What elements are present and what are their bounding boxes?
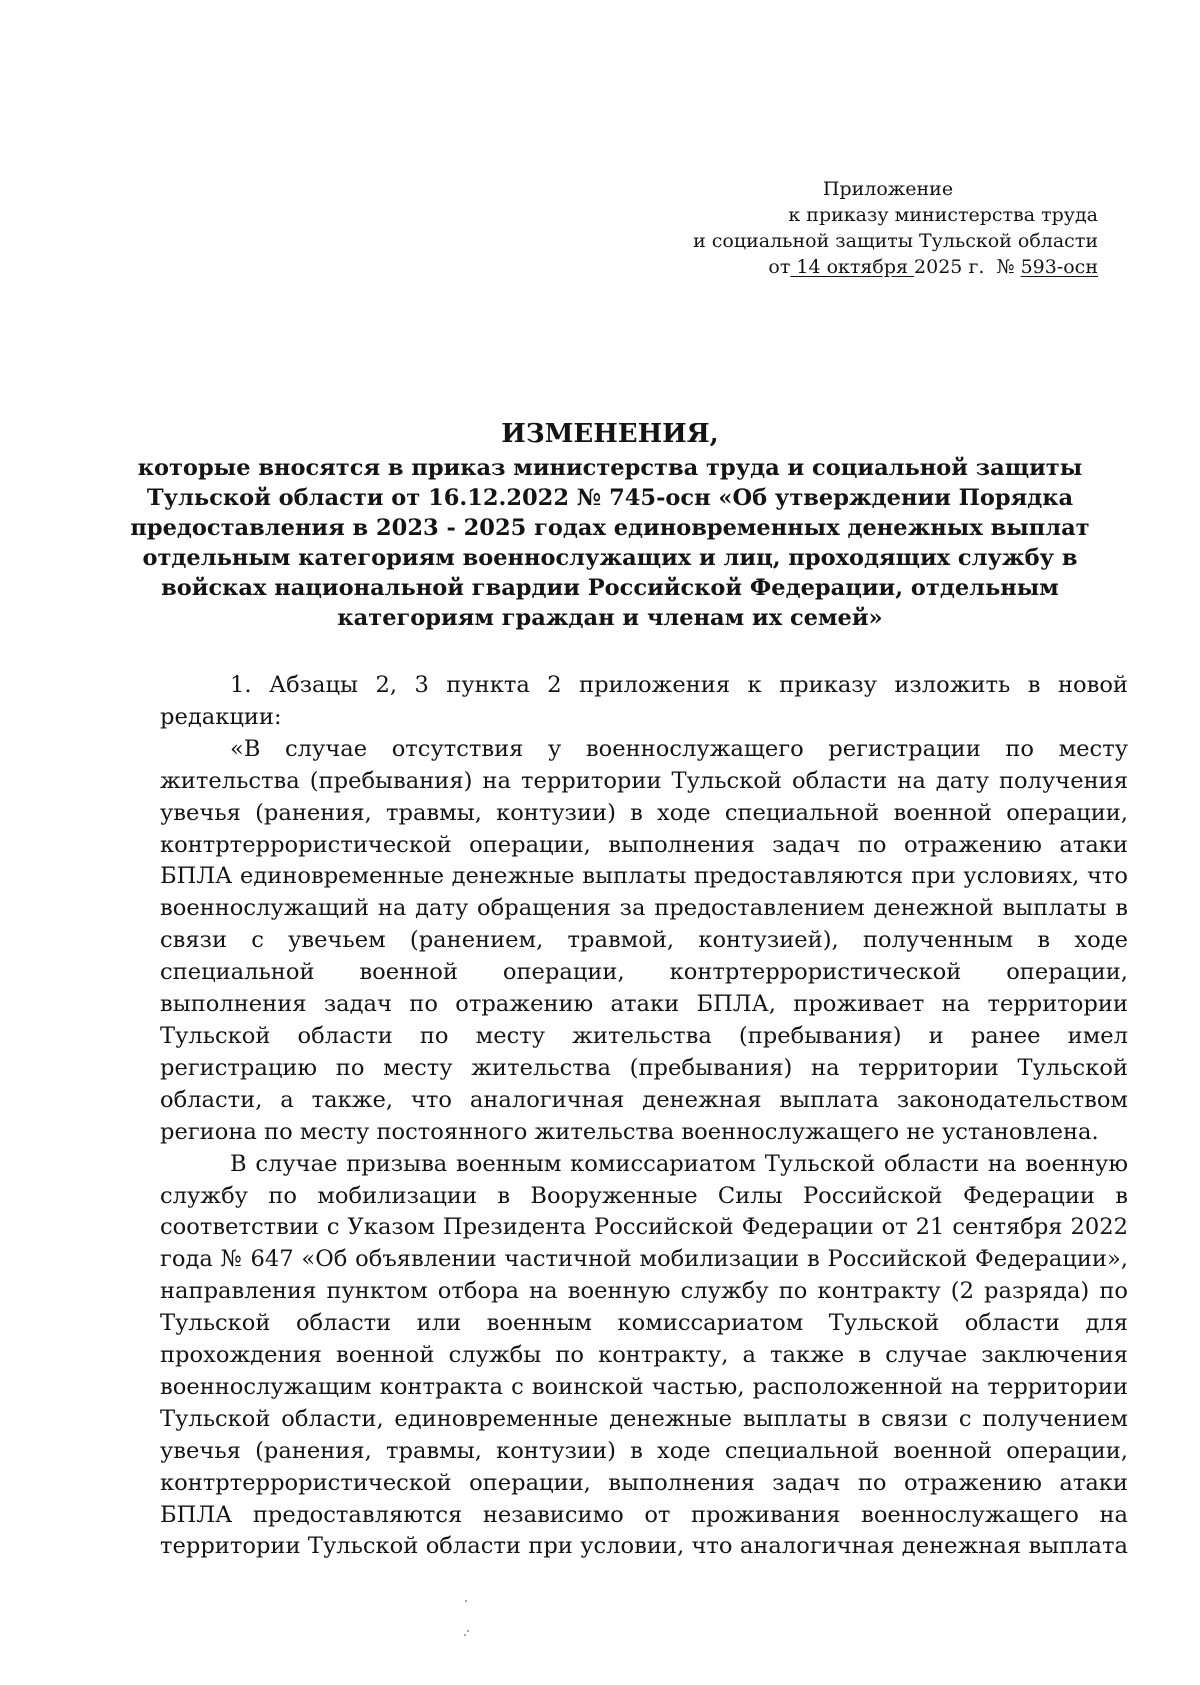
paragraph-1: 1. Абзацы 2, 3 пункта 2 приложения к приказу изложить в новой редакции: (160, 672, 1128, 730)
title-line: Тульской области от 16.12.2022 № 745-осн «Об утверждении Порядка (146, 485, 1074, 511)
annex-line-ministry: и социальной защиты Тульской области (693, 230, 1098, 252)
annex-number-sign: № (996, 256, 1015, 278)
annex-date-year: 2025 г. (914, 256, 985, 278)
annex-line-order: к приказу министерства труда (788, 204, 1098, 226)
document-body (160, 670, 1128, 1563)
annex-header (638, 176, 1098, 280)
title-line: категориям граждан и членам их семей» (337, 605, 883, 631)
title-main: ИЗМЕНЕНИЯ, (501, 419, 719, 449)
annex-date-line (638, 254, 1098, 280)
annex-number-value: 593-осн (1020, 256, 1098, 278)
annex-date-prefix: от (768, 256, 791, 278)
title-line: предоставления в 2023 - 2025 годах единовременных денежных выплат (130, 515, 1090, 541)
annex-title: Приложение (822, 178, 954, 200)
scan-artifact (464, 1598, 470, 1638)
title-line: отдельным категориям военнослужащих и лиц, проходящих службу в (142, 545, 1078, 571)
annex-date-day-month: 14 октября (790, 256, 915, 278)
title-line: войсках национальной гвардии Российской Федерации, отдельным (161, 575, 1059, 601)
title-line: которые вносятся в приказ министерства труда и социальной защиты (137, 455, 1083, 481)
paragraph-2: «В случае отсутствия у военнослужащего регистрации по месту жительства (пребывания) на территории Тульской области на дату получения увечья (ранения, травмы, контузии) в ходе специальной военной операции, контртеррористической операции, выполнения задач по отражению атаки БПЛА единовременные денежные выплаты предоставляются при условиях, что военнослужащий на дату обращения за предоставлением денежной выплаты в связи с увечьем (ранением, травмой, контузией), полученным в ходе специальной военной операции, контртеррористической операции, выполнения задач по отражению атаки БПЛА, проживает на территории Тульской области по месту жительства (пребывания) и ранее имел регистрацию по месту жительства (пребывания) на территории Тульской области, а также, что аналогичная денежная выплата законодательством региона по месту постоянного жительства военнослужащего не установлена. (160, 735, 1128, 1145)
document-title (120, 417, 1100, 633)
paragraph-3: В случае призыва военным комиссариатом Тульской области на военную службу по мобилизации в Вооруженные Силы Российской Федерации в соответствии с Указом Президента Российской Федерации от 21 сентября 2022 года № 647 «Об объявлении частичной мобилизации в Российской Федерации», направления пунктом отбора на военную службу по контракту (2 разряда) по Тульской области или военным комиссариатом Тульской области для прохождения военной службы по контракту, а также в случае заключения военнослужащим контракта с воинской частью, расположенной на территории Тульской области, единовременные денежные выплаты в связи с получением увечья (ранения, травмы, контузии) в ходе специальной военной операции, контртеррористической операции, выполнения задач по отражению атаки БПЛА предоставляются независимо от проживания военнослужащего на территории Тульской области при условии, что аналогичная денежная выплата (160, 1150, 1128, 1560)
